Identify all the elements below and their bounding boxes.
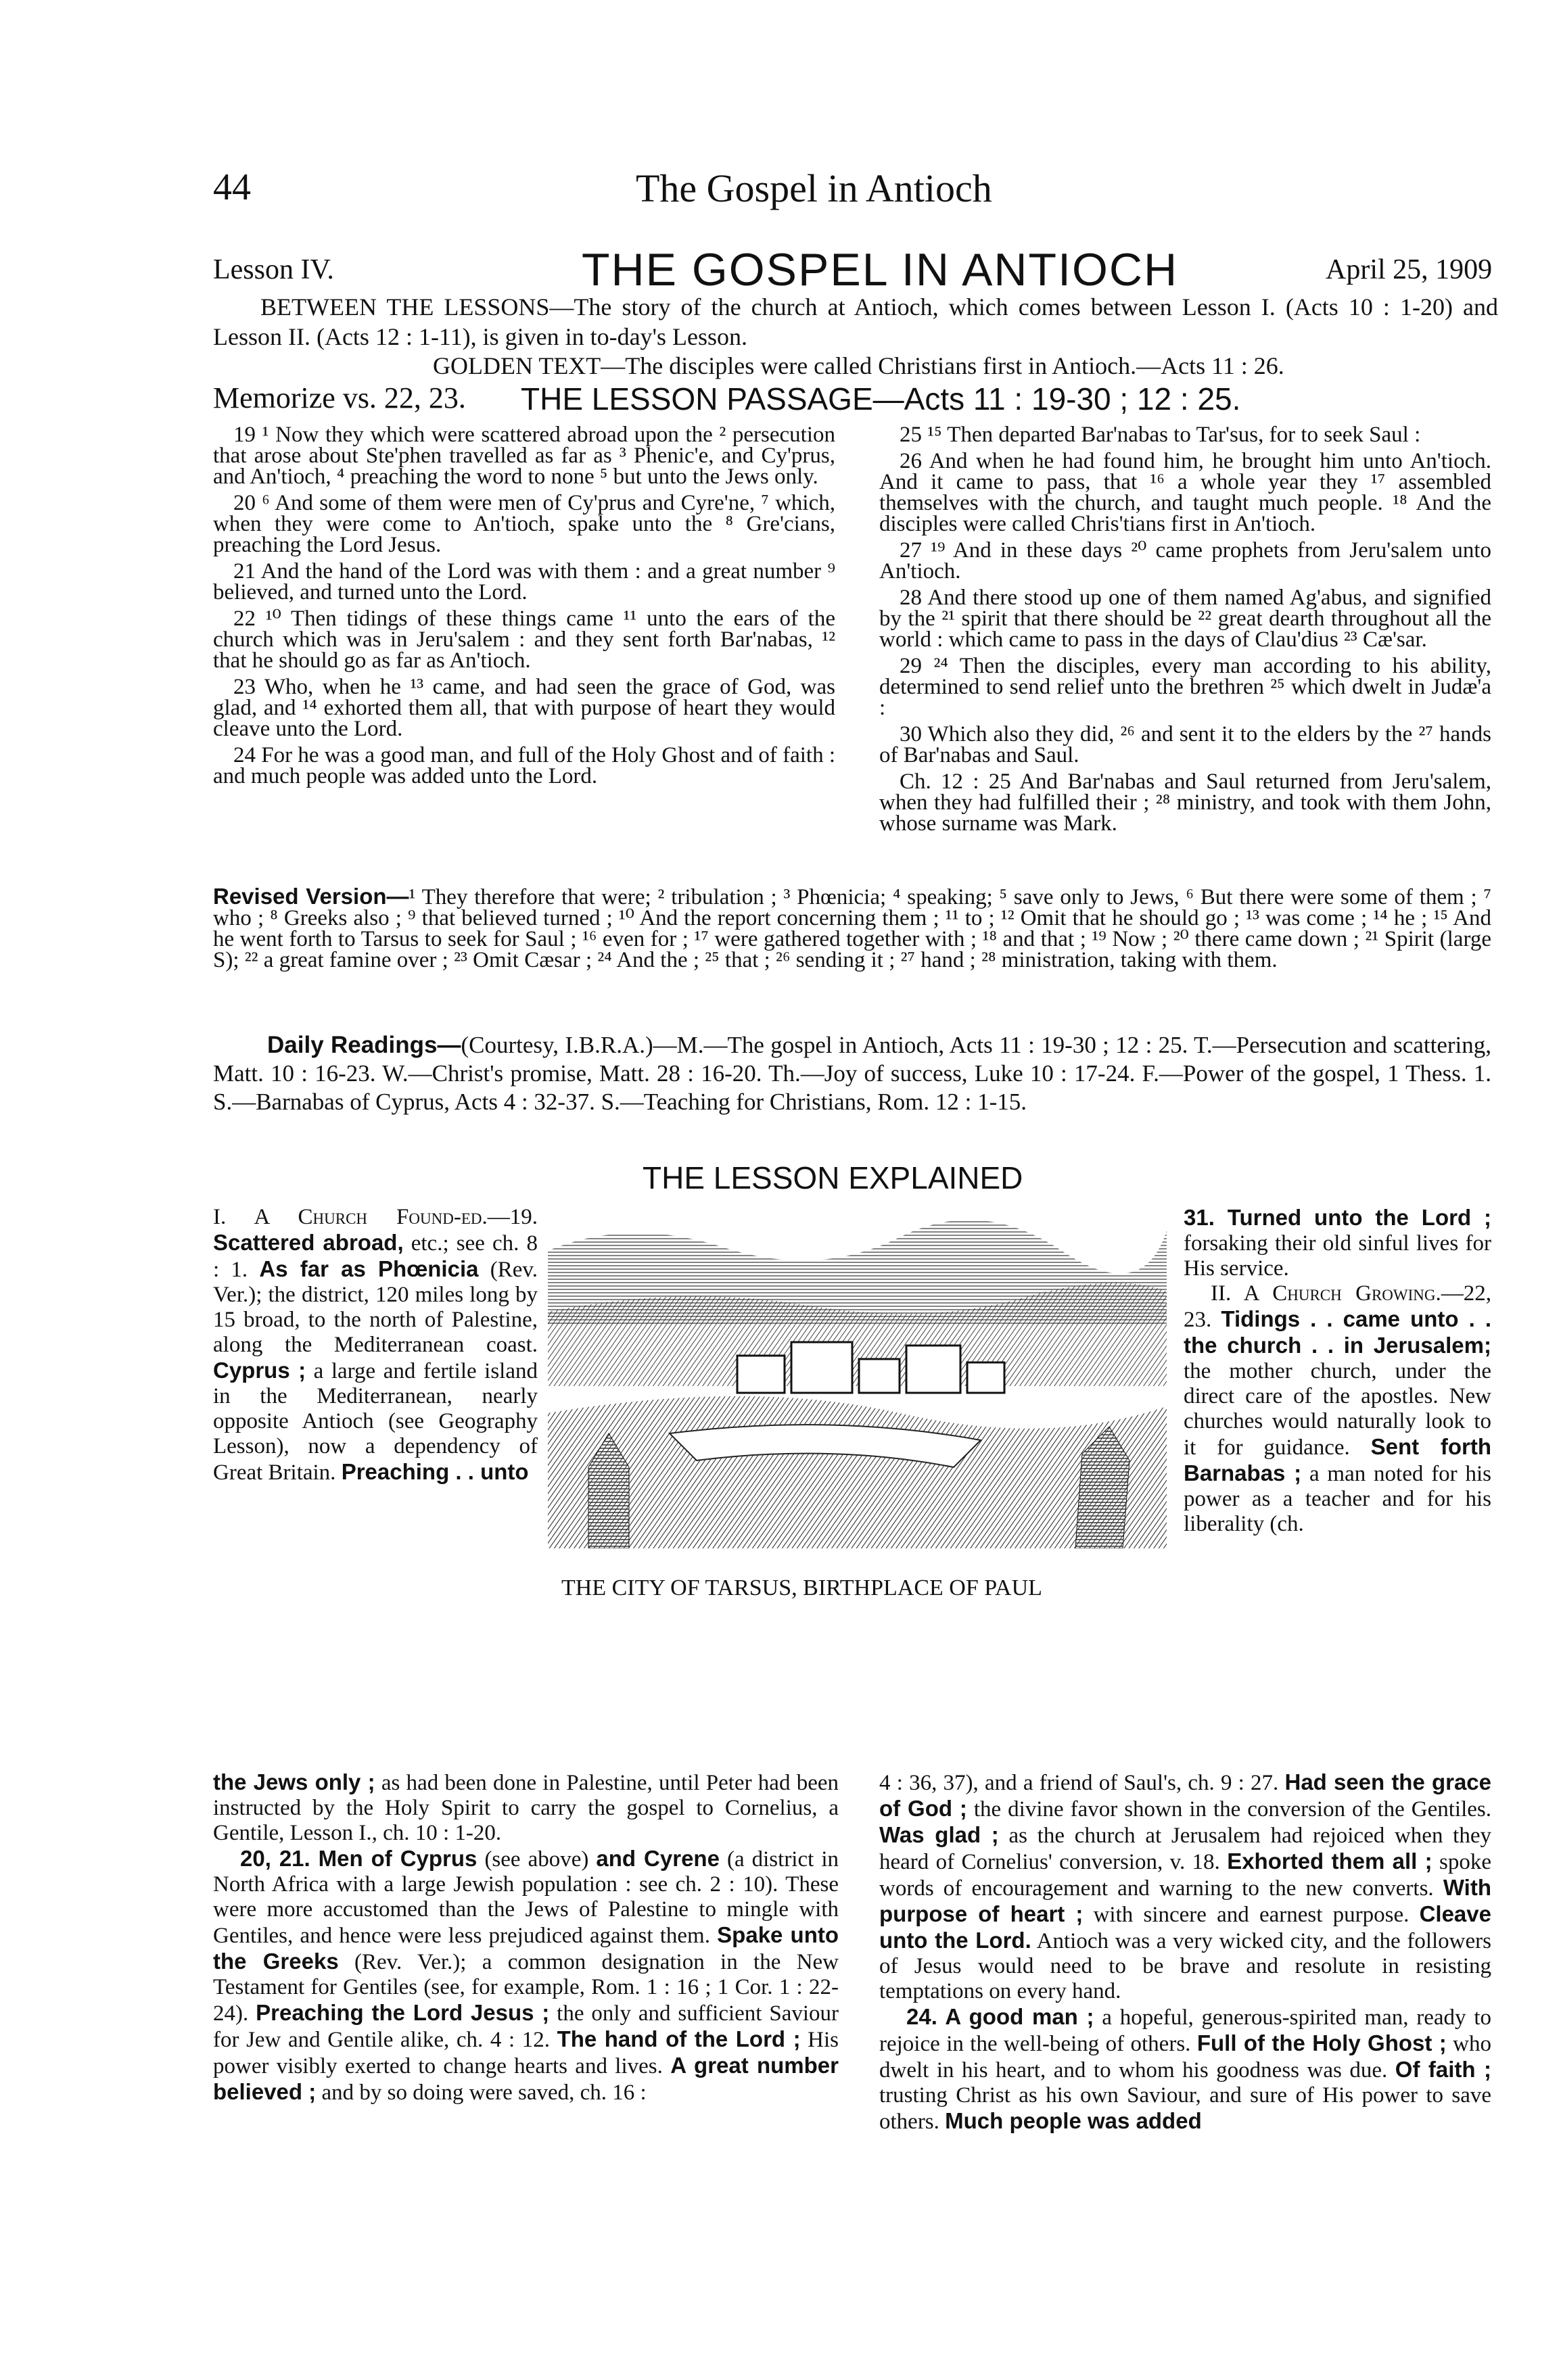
- term-holy-ghost: Full of the Holy Ghost ;: [1196, 2030, 1447, 2055]
- note-text: who dwelt in his heart, and to whom his goodness was due.: [879, 2032, 1491, 2082]
- lesson-title: THE GOSPEL IN ANTIOCH: [582, 244, 1179, 295]
- lesson-date: April 25, 1909: [1326, 254, 1493, 285]
- note-text: trusting Christ as his own Saviour, and sure of His power to save others.: [879, 2083, 1491, 2134]
- term-men-of-cyprus: 20, 21. Men of Cyprus: [240, 1846, 477, 1871]
- term-phoenicia: As far as Phœnicia: [259, 1256, 479, 1281]
- verse-ch12-25: Ch. 12 : 25 And Bar'nabas and Saul returned from Jeru'salem, when they had fulfilled their ; ²⁸ ministry, and took with them John, whose surname was Mark.: [879, 769, 1491, 836]
- verse-20: 20 ⁶ And some of them were men of Cy'prus and Cyre'ne, ⁷ which, when they were come to An'tioch, spake unto the ⁸ Gre'cians, preaching the Lord Jesus.: [213, 491, 835, 557]
- note-text: as the church at Jerusalem had rejoiced when they heard of Cornelius' conversion, v. 18.: [879, 1824, 1491, 1874]
- term-tidings: Tidings . . came unto . . the church . . in Jerusalem;: [1184, 1306, 1491, 1358]
- verse-28: 28 And there stood up one of them named Ag'abus, and signified by the ²¹ spirit that there should be ²² great dearth throughout all the world : which came to pass in the days of Clau'dius ²³ Cæ'sar.: [879, 586, 1491, 652]
- daily-readings-text: (Courtesy, I.B.R.A.)—M.—The gospel in Antioch, Acts 11 : 19-30 ; 12 : 25. T.—Persecution and scattering, Matt. 10 : 16-23. W.—Christ's promise, Matt. 28 : 16-20. Th.—Joy of success, Luke 10 : 17-24. F.—Power of the gospel, 1 Thess. 1. S.—Barnabas of Cyprus, Acts 4 : 32-37. S.—Teaching for Christians, Rom. 12 : 1-15.: [213, 1032, 1491, 1115]
- note-text: (Rev. Ver.); a common designation in the New Testament for Gentiles (see, for example, Rom. 1 : 16 ; 1 Cor. 1 : 22-24).: [213, 1950, 839, 2026]
- revised-version-label: Revised Version—: [213, 884, 409, 909]
- note-text: the only and sufficient Saviour for Jew and Gentile alike, ch. 4 : 12.: [213, 2001, 839, 2052]
- note-text: (see above): [477, 1847, 597, 1872]
- term-exhorted: Exhorted them all ;: [1227, 1849, 1432, 1874]
- verse-29: 29 ²⁴ Then the disciples, every man according to his ability, determined to send relief unto the brethren ²⁵ which dwelt in Judæ'a :: [879, 654, 1491, 720]
- note-text: spoke words of encouragement and warning to the new converts.: [879, 1850, 1491, 1901]
- term-greeks: Spake unto the Greeks: [213, 1922, 839, 1974]
- term-scattered: Scattered abroad,: [213, 1230, 404, 1255]
- note-text: (Rev. Ver.); the district, 120 miles long by 15 broad, to the north of Palestine, along the Mediterranean coast.: [213, 1258, 538, 1357]
- verse-30: 30 Which also they did, ²⁶ and sent it to the elders by the ²⁷ hands of Bar'nabas and Saul.: [879, 722, 1491, 767]
- term-sent-forth: Sent forth Barnabas ;: [1184, 1434, 1491, 1485]
- verse-24: 24 For he was a good man, and full of the Holy Ghost and of faith : and much people was added unto the Lord.: [213, 743, 835, 788]
- passage-right-column: [879, 425, 1491, 840]
- term-preaching: Preaching . . unto: [341, 1459, 529, 1484]
- note-text: etc.; see ch. 8 : 1.: [213, 1231, 538, 1282]
- revised-version: [213, 886, 1491, 971]
- lesson-label: Lesson IV.: [213, 254, 334, 285]
- term-cyprus: Cyprus ;: [213, 1358, 306, 1383]
- daily-readings: [213, 1031, 1491, 1116]
- tarsus-engraving: [548, 1210, 1167, 1548]
- note-text: the divine favor shown in the conversion of the Gentiles.: [966, 1797, 1491, 1822]
- term-preaching-jesus: Preaching the Lord Jesus ;: [256, 2000, 550, 2025]
- term-turned: 31. Turned unto the Lord ;: [1184, 1205, 1491, 1230]
- explained-right-bottom: [879, 1769, 1491, 2135]
- note-text: 4 : 36, 37), and a friend of Saul's, ch. 9 : 27.: [879, 1771, 1285, 1795]
- figure-caption: THE CITY OF TARSUS, BIRTHPLACE OF PAUL: [561, 1575, 1042, 1600]
- note-text: with sincere and earnest purpose.: [1083, 1903, 1420, 1927]
- memorize-note: Memorize vs. 22, 23.: [213, 381, 466, 414]
- explained-left-bottom: [213, 1769, 839, 2105]
- note-text: as had been done in Palestine, until Peter had been instructed by the Holy Spirit to carry the gospel to Cornelius, a Gentile, Lesson I., ch. 10 : 1-20.: [213, 1771, 839, 1845]
- note-text: His power visibly exerted to change hearts and lives.: [213, 2028, 839, 2078]
- note-text: a large and fertile island in the Mediterranean, nearly opposite Antioch (see Geography Lesson), now a dependency of Great Britain.: [213, 1359, 538, 1485]
- term-cleave: Cleave unto the Lord.: [879, 1901, 1491, 1953]
- term-good-man: 24. A good man ;: [906, 2004, 1094, 2029]
- note-text: a man noted for his power as a teacher and for his liberality (ch.: [1184, 1462, 1491, 1536]
- term-was-glad: Was glad ;: [879, 1822, 999, 1847]
- term-cyrene: and Cyrene: [596, 1846, 720, 1871]
- explained-left-top: [213, 1205, 538, 1485]
- running-title: The Gospel in Antioch: [636, 166, 992, 210]
- verse-19: 19 ¹ Now they which were scattered abroad upon the ² persecution that arose about Ste'phen travelled as far as ³ Phenic'e, and Cy'prus, and An'tioch, ⁴ preaching the word to none ⁵ but unto the Jews only.: [213, 423, 835, 489]
- note-text: the mother church, under the direct care of the apostles. New churches would naturally look to it for guidance.: [1184, 1359, 1491, 1460]
- golden-text: GOLDEN TEXT—The disciples were called Christians first in Antioch.—Acts 11 : 26.: [433, 352, 1284, 379]
- term-purpose-of-heart: With purpose of heart ;: [879, 1875, 1491, 1926]
- term-jews-only: the Jews only ;: [213, 1769, 375, 1794]
- passage-title: THE LESSON PASSAGE—Acts 11 : 19-30 ; 12 : 25.: [521, 381, 1241, 416]
- term-great-number: A great number believed ;: [213, 2053, 839, 2104]
- page-number: 44: [213, 166, 251, 208]
- daily-readings-label: Daily Readings—: [267, 1032, 461, 1058]
- verse-26: 26 And when he had found him, he brought him unto An'tioch. And it came to pass, that ¹⁶ a whole year they ¹⁷ assembled themselves with the church, and taught much people. ¹⁸ And the disciples were called Chris'tians first in An'tioch.: [879, 449, 1491, 536]
- section-heading-church-growing: II. A Church Growing.—22, 23.: [1184, 1281, 1491, 1332]
- explained-right-top: [1184, 1205, 1491, 1537]
- between-lessons: BETWEEN THE LESSONS—The story of the church at Antioch, which comes between Lesson I. (Acts 10 : 1-20) and Lesson II. (Acts 12 : 1-11), is given in to-day's Lesson.: [213, 293, 1498, 350]
- verse-27: 27 ¹⁹ And in these days ²⁰ came prophets from Jeru'salem unto An'tioch.: [879, 538, 1491, 584]
- note-text: Antioch was a very wicked city, and the followers of Jesus would need to be brave and resolute in resisting temptations on every hand.: [879, 1929, 1491, 2003]
- passage-left-column: [213, 425, 835, 792]
- verse-22: 22 ¹⁰ Then tidings of these things came ¹¹ unto the ears of the church which was in Jeru'salem : and they sent forth Bar'nabas, ¹² that he should go as far as An'tioch.: [213, 606, 835, 673]
- verse-23: 23 Who, when he ¹³ came, and had seen the grace of God, was glad, and ¹⁴ exhorted them all, that with purpose of heart they would cleave unto the Lord.: [213, 675, 835, 741]
- term-grace-of-god: Had seen the grace of God ;: [879, 1769, 1492, 1821]
- note-text: and by so doing were saved, ch. 16 :: [316, 2080, 647, 2105]
- explained-title: THE LESSON EXPLAINED: [643, 1160, 1023, 1195]
- section-heading-church-founded: I. A Church Found-ed.—19.: [213, 1205, 538, 1229]
- verse-21: 21 And the hand of the Lord was with them : and a great number ⁹ believed, and turned unto the Lord.: [213, 559, 835, 604]
- revised-version-text: ¹ They therefore that were; ² tribulation ; ³ Phœnicia; ⁴ speaking; ⁵ save only to Jews, ⁶ But there were some of them ; ⁷ who ; ⁸ Greeks also ; ⁹ that believed turned ; ¹⁰ And the report concerning them ; ¹¹ to ; ¹² Omit that he should go ; ¹³ was come ; ¹⁴ he ; ¹⁵ And he went forth to Tarsus to seek for Saul ; ¹⁶ even for ; ¹⁷ were gathered together with ; ¹⁸ and that ; ¹⁹ Now ; ²⁰ there came down ; ²¹ Spirit (large S); ²² a great famine over ; ²³ Omit Cæsar ; ²⁴ And the ; ²⁵ that ; ²⁶ sending it ; ²⁷ hand ; ²⁸ ministration, taking with them.: [213, 885, 1491, 972]
- note-text: forsaking their old sinful lives for His service.: [1184, 1231, 1491, 1281]
- note-text: (a district in North Africa with a large Jewish population : see ch. 2 : 10). These were more accustomed than the Jews of Palestine to mingle with Gentiles, and hence were less prejudiced against them.: [213, 1847, 839, 1948]
- note-text: a hopeful, generous-spirited man, ready to rejoice in the well-being of others.: [879, 2005, 1491, 2056]
- term-hand-of-lord: The hand of the Lord ;: [557, 2026, 801, 2051]
- term-of-faith: Of faith ;: [1395, 2057, 1491, 2082]
- term-much-people: Much people was added: [945, 2108, 1202, 2133]
- verse-25: 25 ¹⁵ Then departed Bar'nabas to Tar'sus, for to seek Saul :: [900, 423, 1421, 447]
